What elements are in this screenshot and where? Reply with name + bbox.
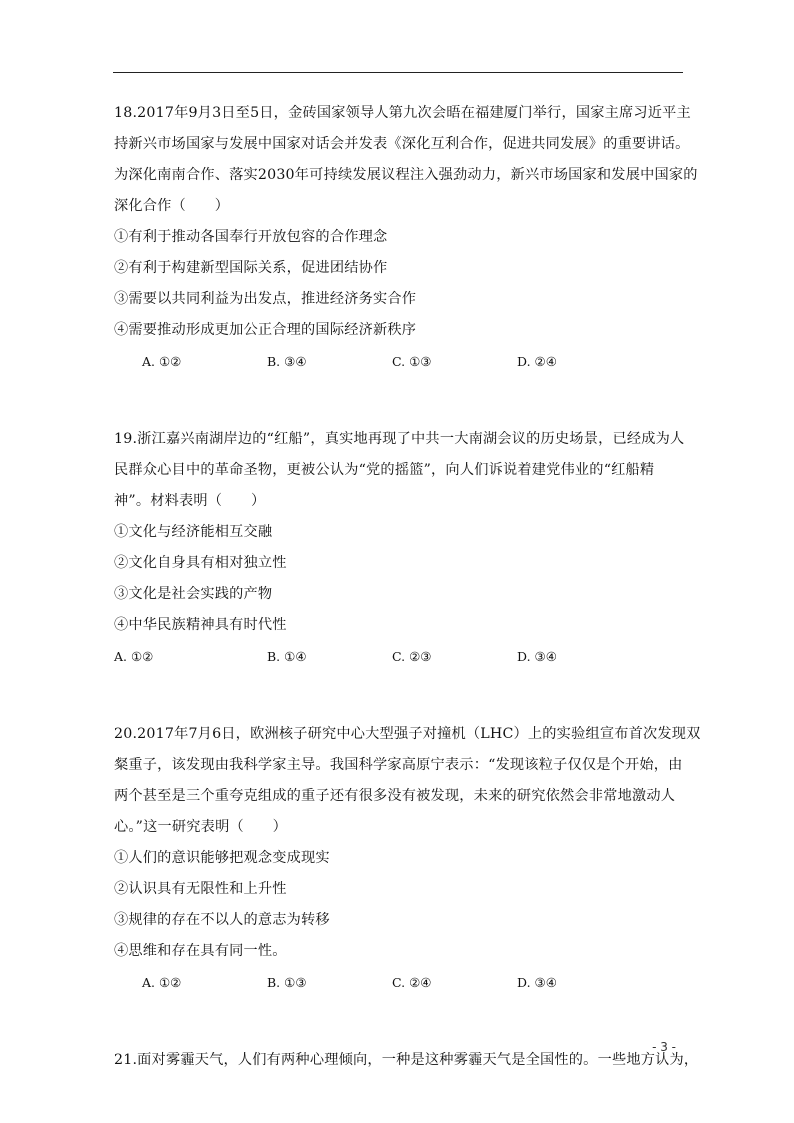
answer-choice-d: D. ③④ bbox=[517, 649, 557, 664]
answer-choice-b: B. ③④ bbox=[267, 354, 307, 369]
option-line: ①人们的意识能够把观念变成现实 bbox=[114, 850, 330, 866]
answer-choice-c: C. ①③ bbox=[392, 354, 432, 369]
option-line: ②文化自身具有相对独立性 bbox=[114, 555, 287, 571]
question-stem-line: 神”。材料表明（ ） bbox=[114, 493, 266, 509]
answer-choice-d: D. ③④ bbox=[517, 975, 557, 990]
header-rule bbox=[113, 72, 683, 73]
answer-choices bbox=[114, 346, 689, 377]
question-18 bbox=[114, 98, 698, 377]
option-line: ②有利于构建新型国际关系，促进团结协作 bbox=[114, 260, 388, 276]
question-stem-line: 20.2017年7月6日，欧洲核子研究中心大型强子对撞机（LHC）上的实验组宣布首次发现双 bbox=[114, 726, 701, 742]
question-stem-line: 粲重子，该发现由我科学家主导。我国科学家高原宁表示：“发现该粒子仅仅是个开始，由 bbox=[114, 757, 683, 773]
answer-choice-a: A. ①② bbox=[114, 649, 154, 664]
question-stem-line: 深化合作（ ） bbox=[114, 198, 230, 214]
answer-choices bbox=[114, 967, 689, 998]
question-stem-line: 18.2017年9月3日至5日，金砖国家领导人第九次会晤在福建厦门举行，国家主席习近平主 bbox=[114, 105, 691, 121]
question-stem-line: 两个甚至是三个重夸克组成的重子还有很多没有被发现，未来的研究依然会非常地激动人 bbox=[114, 788, 676, 804]
question-stem-line: 为深化南南合作、落实2030年可持续发展议程注入强劲动力，新兴市场国家和发展中国家的 bbox=[114, 167, 698, 183]
answer-choice-b: B. ①④ bbox=[267, 649, 307, 664]
option-line: ③文化是社会实践的产物 bbox=[114, 586, 273, 602]
question-stem-line: 民群众心目中的革命圣物，更被公认为“党的摇篮”，向人们诉说着建党伟业的“红船精 bbox=[114, 462, 655, 478]
question-stem-line: 21.面对雾霾天气，人们有两种心理倾向，一种是这种雾霾天气是全国性的。一些地方认为， bbox=[114, 1052, 699, 1068]
option-line: ①文化与经济能相互交融 bbox=[114, 524, 273, 540]
option-line: ④思维和存在具有同一性。 bbox=[114, 943, 287, 959]
answer-choice-a: A. ①② bbox=[142, 975, 182, 990]
answer-choice-b: B. ①③ bbox=[267, 975, 307, 990]
answer-choice-a: A. ①② bbox=[142, 354, 182, 369]
answer-choices bbox=[114, 641, 689, 672]
answer-choice-d: D. ②④ bbox=[517, 354, 557, 369]
question-20 bbox=[114, 719, 701, 998]
answer-choice-c: C. ②③ bbox=[392, 649, 432, 664]
question-19 bbox=[114, 424, 689, 672]
option-line: ③需要以共同利益为出发点，推进经济务实合作 bbox=[114, 291, 417, 307]
answer-choice-c: C. ②④ bbox=[392, 975, 432, 990]
page-content bbox=[114, 98, 701, 1076]
question-stem-line: 持新兴市场国家与发展中国家对话会并发表《深化互利合作，促进共同发展》的重要讲话。 bbox=[114, 136, 690, 152]
option-line: ①有利于推动各国奉行开放包容的合作理念 bbox=[114, 229, 388, 245]
question-stem-line: 19.浙江嘉兴南湖岸边的“红船”，真实地再现了中共一大南湖会议的历史场景，已经成为人 bbox=[114, 431, 685, 447]
page-number: - 3 - bbox=[652, 1040, 676, 1054]
option-line: ④需要推动形成更加公正合理的国际经济新秩序 bbox=[114, 322, 417, 338]
question-21 bbox=[114, 1045, 699, 1076]
question-stem-line: 心。”这一研究表明（ ） bbox=[114, 819, 288, 835]
option-line: ③规律的存在不以人的意志为转移 bbox=[114, 912, 330, 928]
option-line: ④中华民族精神具有时代性 bbox=[114, 617, 287, 633]
option-line: ②认识具有无限性和上升性 bbox=[114, 881, 287, 897]
